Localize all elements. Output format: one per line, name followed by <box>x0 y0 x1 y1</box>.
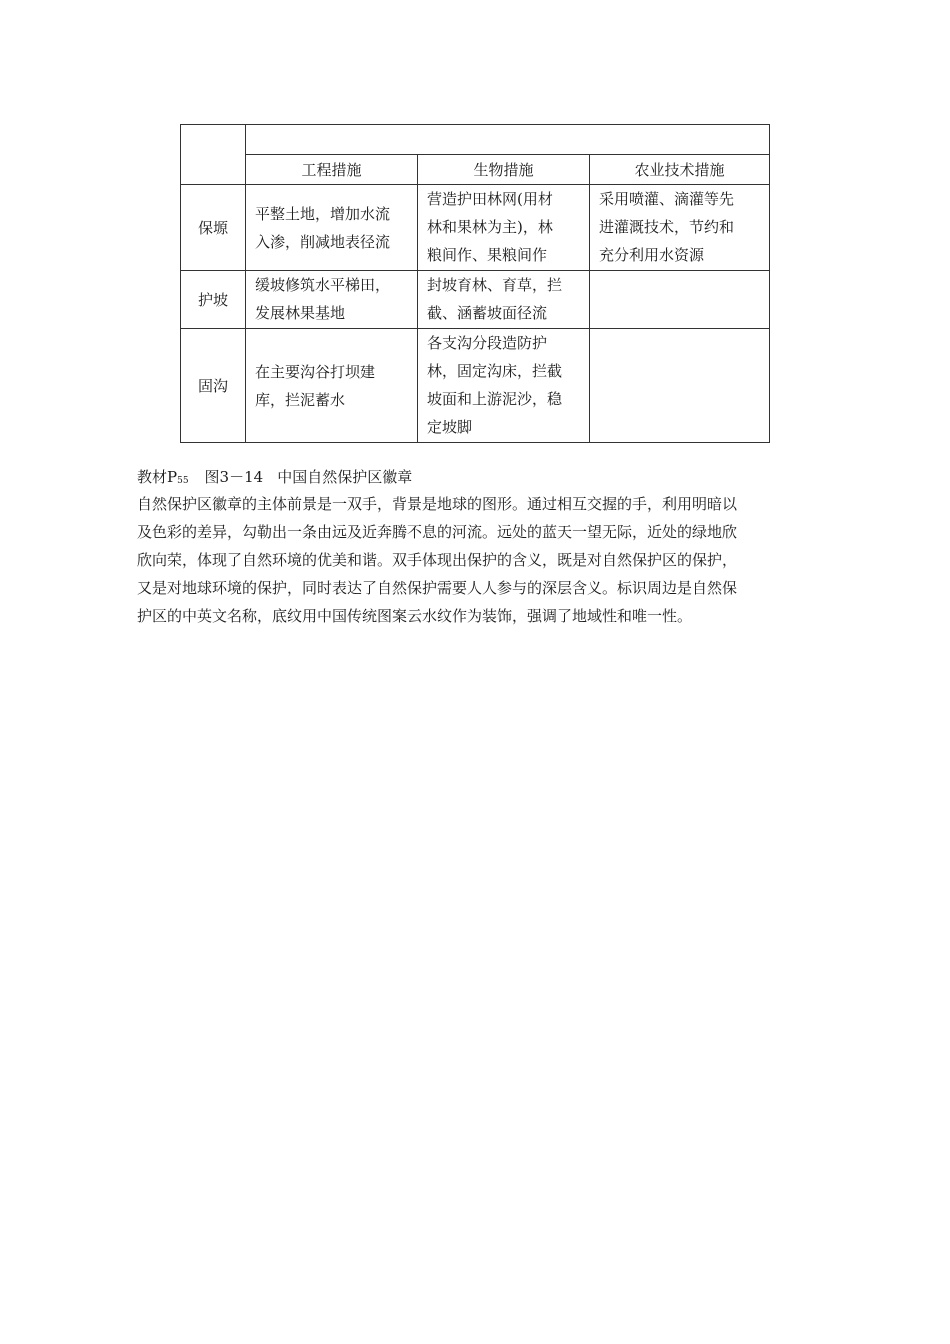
cell-line: 截、涵蓄坡面径流 <box>427 304 548 322</box>
header-biological: 生物措施 <box>418 155 590 185</box>
cell-biological <box>418 271 590 329</box>
cell-line: 各支沟分段造防护 <box>427 334 548 352</box>
header-agricultural: 农业技术措施 <box>590 155 770 185</box>
row-label-gugou: 固沟 <box>181 329 246 443</box>
cell-line: 在主要沟谷打坝建 <box>255 362 376 381</box>
cell-line: 采用喷灌、滴灌等先 <box>599 190 735 208</box>
row-label-baoyuan: 保塬 <box>181 185 246 271</box>
paragraph-line: 自然保护区徽章的主体前景是一双手，背景是地球的图形。通过相互交握的手，利用明暗以 <box>137 495 738 513</box>
cell-line: 发展林果基地 <box>255 304 346 322</box>
table-row <box>181 271 770 329</box>
paragraph-line: 又是对地球环境的保护，同时表达了自然保护需要人人参与的深层含义。标识周边是自然保 <box>137 579 738 597</box>
measures-table <box>180 124 770 443</box>
table-row <box>181 185 770 271</box>
cell-line: 林，固定沟床，拦截 <box>427 362 563 380</box>
row-label-hupo: 护坡 <box>181 271 246 329</box>
cell-biological <box>418 185 590 271</box>
cell-line: 封坡育林、育草，拦 <box>427 276 563 294</box>
caption-figure-number: 图3－14 <box>204 468 264 486</box>
cell-line: 缓坡修筑水平梯田， <box>255 276 391 294</box>
cell-line: 定坡脚 <box>427 418 473 436</box>
header-engineering: 工程措施 <box>246 155 418 185</box>
cell-agricultural-empty <box>590 271 770 329</box>
caption-title: 中国自然保护区徽章 <box>277 468 413 486</box>
cell-line: 进灌溉技术，节约和 <box>599 218 735 236</box>
cell-biological <box>418 329 590 443</box>
cell-line: 平整土地，增加水流 <box>255 204 391 223</box>
cell-engineering <box>246 185 418 271</box>
table-row <box>181 329 770 443</box>
caption-page-number: 55 <box>177 476 189 486</box>
cell-line: 粮间作、果粮间作 <box>427 246 548 264</box>
caption-prefix: 教材P <box>137 468 178 486</box>
header-span-cell <box>246 125 770 155</box>
cell-engineering <box>246 271 418 329</box>
paragraph-line: 欣向荣，体现了自然环境的优美和谐。双手体现出保护的含义，既是对自然保护区的保护， <box>137 551 738 569</box>
paragraph-line: 护区的中英文名称，底纹用中国传统图案云水纹作为装饰，强调了地域性和唯一性。 <box>137 607 693 625</box>
cell-line: 充分利用水资源 <box>599 246 705 264</box>
cell-line: 营造护田林网(用材 <box>427 190 553 208</box>
description-paragraph <box>137 490 817 630</box>
paragraph-line: 及色彩的差异，勾勒出一条由远及近奔腾不息的河流。远处的蓝天一望无际，近处的绿地欣 <box>137 523 738 541</box>
cell-agricultural <box>590 185 770 271</box>
cell-line: 入渗，削减地表径流 <box>255 232 391 251</box>
cell-line: 坡面和上游泥沙，稳 <box>427 390 563 408</box>
cell-line: 林和果林为主)，林 <box>427 218 553 236</box>
cell-line: 库，拦泥蓄水 <box>255 390 346 409</box>
cell-agricultural-empty <box>590 329 770 443</box>
cell-engineering <box>246 329 418 443</box>
corner-cell <box>181 125 246 185</box>
